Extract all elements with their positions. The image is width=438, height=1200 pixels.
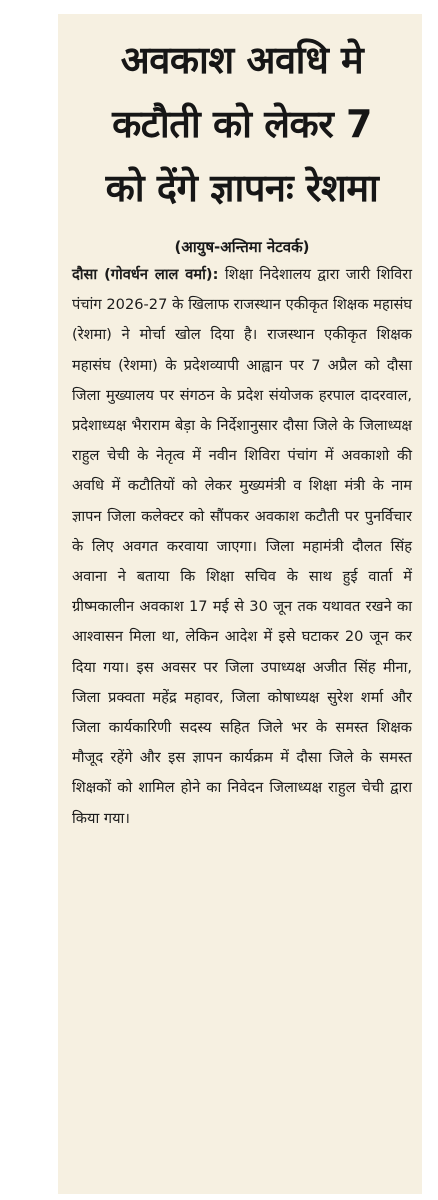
byline: दौसा (गोवर्धन लाल वर्मा): [72,266,219,283]
newspaper-clipping [58,14,422,1194]
headline-line: अवकाश अवधि मे [120,38,364,82]
headline-line: को देंगे ज्ञापनः रेशमा [105,166,379,210]
news-agency-credit: (आयुष-अन्तिमा नेटवर्क) [174,238,310,256]
headline-line: कटौती को लेकर 7 [112,102,372,146]
article-body [72,260,412,834]
headline [72,28,412,220]
article-body-text: शिक्षा निदेशालय द्वारा जारी शिविरा पंचांग 2026-27 के खिलाफ राजस्थान एकीकृत शिक्षक महासंघ (रेशमा) ने मोर्चा खोल दिया है। राजस्थान एकीकृत शिक्षक महासंघ (रेशमा) के प्रदेशव्यापी आह्वान पर 7 अप्रैल को दौसा जिला मुख्यालय पर संगठन के प्रदेश संयोजक हरपाल दादरवाल, प्रदेशाध्यक्ष भैराराम बेड़ा के निर्देशानुसार दौसा जिले के जिलाध्यक्ष राहुल चेची के नेतृत्व में नवीन शिविरा पंचांग में अवकाशो की अवधि में कटौतियों को लेकर मुख्यमंत्री व शिक्षा मंत्री के नाम ज्ञापन जिला कलेक्टर को सौंपकर अवकाश कटौती पर पुनर्विचार के लिए अवगत करवाया जाएगा। जिला महामंत्री दौलत सिंह अवाना ने बताया कि शिक्षा सचिव के साथ हुई वार्ता में ग्रीष्मकालीन अवकाश 17 मई से 30 जून तक यथावत रखने का आश्वासन मिला था, लेकिन आदेश में इसे घटाकर 20 जून कर दिया गया। इस अवसर पर जिला उपाध्यक्ष अजीत सिंह मीना, जिला प्रक्वता महेंद्र महावर, जिला कोषाध्यक्ष सुरेश शर्मा और जिला कार्यकारिणी सदस्य सहित जिले भर के समस्त शिक्षक मौजूद रहेंगे और इस ज्ञापन कार्यक्रम में दौसा जिले के समस्त शिक्षकों को शामिल होने का निवेदन जिलाध्यक्ष राहुल चेची द्वारा किया गया। [72,266,413,827]
